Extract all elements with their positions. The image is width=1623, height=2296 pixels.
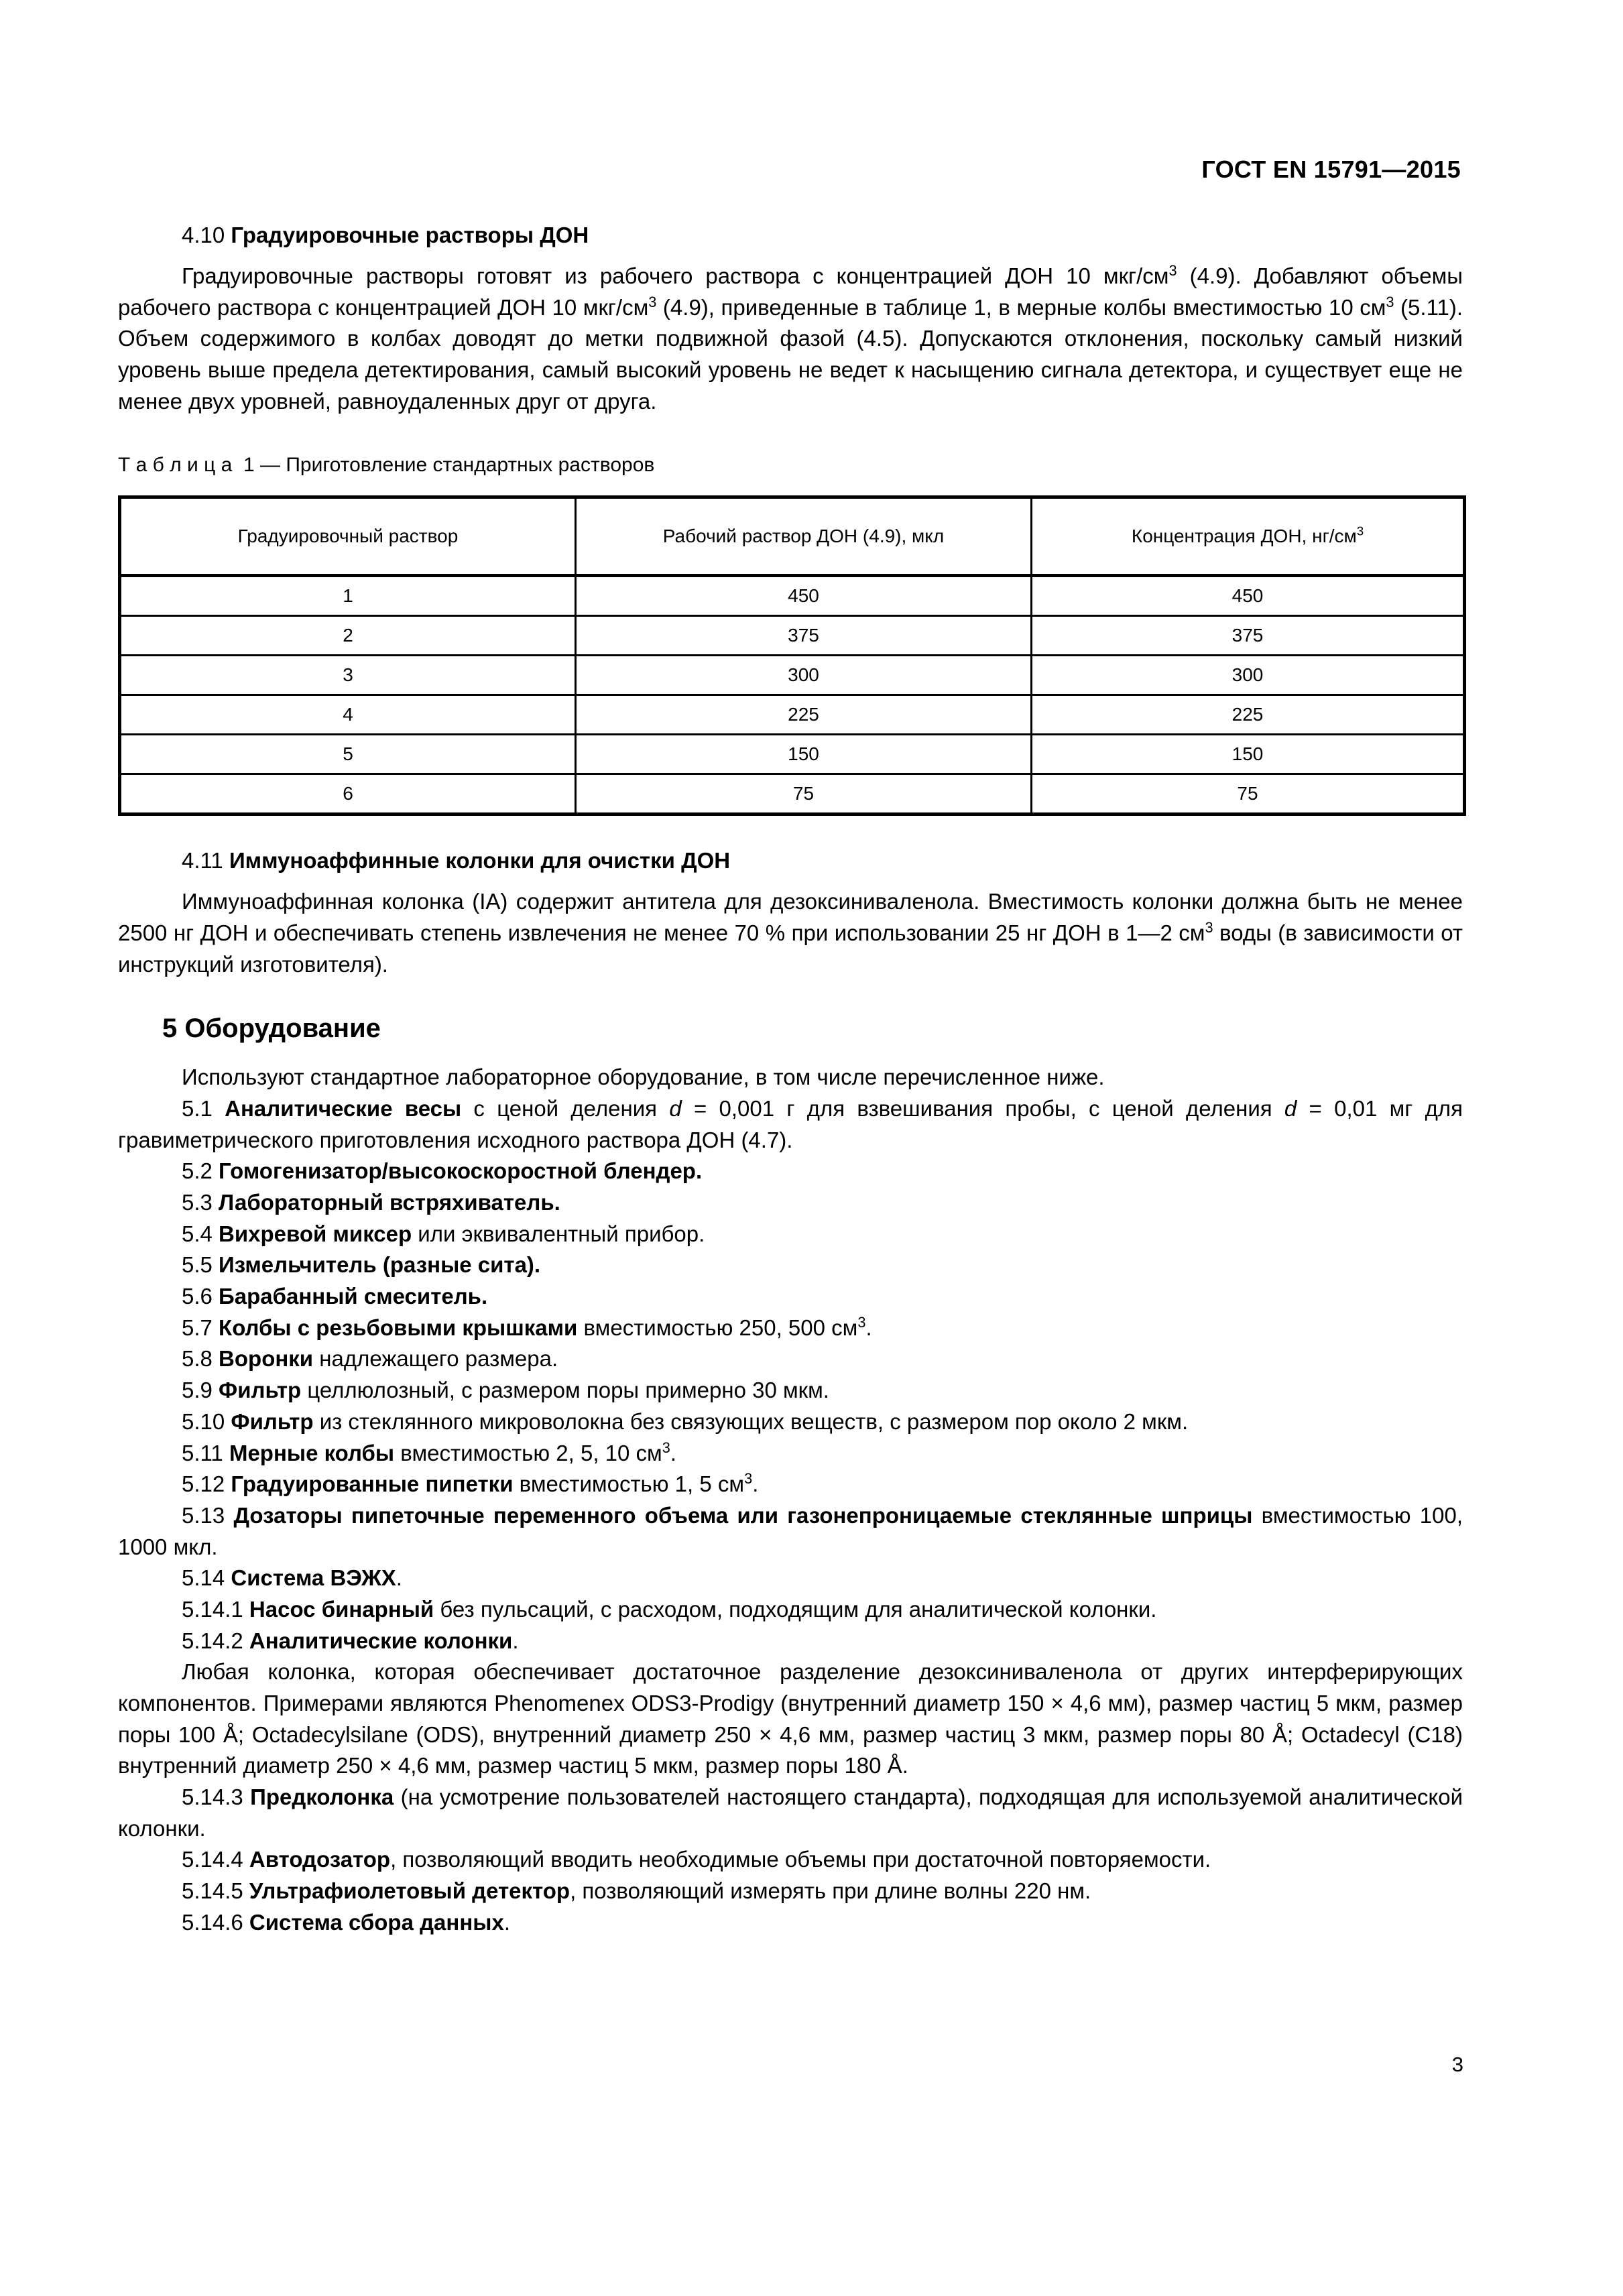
paragraph-analytical-columns: Любая колонка, которая обеспечивает достаточное разделение дезоксиниваленола от других интерферирующих компонентов. Примерами являются Phenomenex ODS3-Prodigy (внутренний диаметр 150 × 4,6 мм), размер частиц 5 мкм, размер поры 100 Å; Octadecylsilane (ODS), внутренний диаметр 250 × 4,6 мм, размер частиц 3 мкм, размер поры 80 Å; Octadecyl (C18) внутренний диаметр 250 × 4,6 мм, размер частиц 5 мкм, размер поры 180 Å. xyxy=(118,1659,1463,1778)
table-row xyxy=(120,616,1465,656)
list-item: 5.3 Лабораторный встряхиватель. xyxy=(182,1190,560,1215)
cell-solution-number: 2 xyxy=(120,616,576,656)
list-item: 5.4 Вихревой миксер или эквивалентный прибор. xyxy=(182,1221,705,1246)
cell-working-volume: 225 xyxy=(576,695,1032,735)
cell-working-volume: 75 xyxy=(576,774,1032,814)
equipment-item-list xyxy=(118,1093,1463,1656)
list-item: 5.5 Измельчитель (разные сита). xyxy=(182,1252,541,1278)
column-header-concentration: Концентрация ДОН, $нг/см^3$ xyxy=(1032,497,1465,576)
list-item: 5.14.1 Насос бинарный без пульсаций, с расходом, подходящим для аналитической колонки. xyxy=(182,1596,1157,1622)
cell-solution-number: 6 xyxy=(120,774,576,814)
cell-working-volume: 375 xyxy=(576,616,1032,656)
cell-working-volume: 300 xyxy=(576,656,1032,695)
cell-concentration: 150 xyxy=(1032,735,1465,774)
cell-concentration: 75 xyxy=(1032,774,1465,814)
list-item: 5.10 Фильтр из стеклянного микроволокна без связующих веществ, с размером пор около 2 мкм. xyxy=(182,1408,1189,1434)
cell-working-volume: 150 xyxy=(576,735,1032,774)
cell-solution-number: 4 xyxy=(120,695,576,735)
list-item: 5.14.2 Аналитические колонки. xyxy=(182,1628,519,1653)
heading-4-11-number: 4.11 xyxy=(182,848,223,873)
list-item: 5.14.6 Система сбора данных. xyxy=(182,1909,510,1935)
table-row xyxy=(120,774,1465,814)
table-row xyxy=(120,656,1465,695)
list-item: 5.14.5 Ультрафиолетовый детектор, позволяющий измерять при длине волны 220 нм. xyxy=(182,1878,1091,1904)
list-item: 5.14.3 Предколонка (на усмотрение пользователей настоящего стандарта), подходящая для используемой аналитической колонки. xyxy=(118,1785,1463,1841)
paragraph-4-10: Градуировочные растворы готовят из рабочего раствора с концентрацией ДОН 10 мкг/$см^3$ (4.9). Добавляют объемы рабочего раствора с концентрацией ДОН 10 мкг/$см^3$ (4.9), приведенные в таблице 1, в мерные колбы вместимостью 10 $см^3$ (5.11). Объем содержимого в колбах доводят до метки подвижной фазой (4.5). Допускаются отклонения, поскольку самый низкий уровень выше предела детектирования, самый высокий уровень не ведет к насыщению сигнала детектора, и существует еще не менее двух уровней, равноудаленных друг от друга. xyxy=(118,261,1463,414)
table-header-row xyxy=(120,497,1465,576)
list-item: 5.6 Барабанный смеситель. xyxy=(182,1284,488,1309)
cell-concentration: 225 xyxy=(1032,695,1465,735)
table-row xyxy=(120,695,1465,735)
cell-solution-number: 3 xyxy=(120,656,576,695)
cell-solution-number: 1 xyxy=(120,576,576,616)
table-1-caption: Т а б л и ц а 1 — Приготовление стандартных растворов xyxy=(118,454,655,477)
table-header xyxy=(120,497,1465,576)
list-item: 5.13 Дозаторы пипеточные переменного объема или газонепроницаемые стеклянные шприцы вместимостью 100, 1000 мкл. xyxy=(118,1502,1463,1559)
table-body xyxy=(120,576,1465,814)
column-header-working-solution: Рабочий раствор ДОН (4.9), мкл xyxy=(576,497,1032,576)
equipment-item-list-tail xyxy=(118,1782,1463,1938)
heading-4-10 xyxy=(118,221,1463,250)
list-item: 5.7 Колбы с резьбовыми крышками вместимостью 250, 500 $см^3$. xyxy=(182,1313,872,1340)
table-standard-solutions xyxy=(118,495,1466,816)
heading-4-10-number: 4.10 xyxy=(182,223,225,247)
list-item: 5.2 Гомогенизатор/высокоскоростной блендер. xyxy=(182,1158,703,1184)
column-header-calibration-solution: Градуировочный раствор xyxy=(120,497,576,576)
list-item: 5.8 Воронки надлежащего размера. xyxy=(182,1346,558,1372)
cell-concentration: 450 xyxy=(1032,576,1465,616)
paragraph-section-5-intro: Используют стандартное лабораторное оборудование, в том числе перечисленное ниже. xyxy=(182,1065,1105,1090)
list-item: 5.14.4 Автодозатор, позволяющий вводить необходимые объемы при достаточной повторяемости. xyxy=(182,1847,1211,1872)
cell-concentration: 300 xyxy=(1032,656,1465,695)
page-number: 3 xyxy=(1451,2053,1463,2076)
heading-section-5: 5 Оборудование xyxy=(162,1014,381,1044)
table-row xyxy=(120,735,1465,774)
cell-working-volume: 450 xyxy=(576,576,1032,616)
heading-4-11-title: Иммуноаффинные колонки для очистки ДОН xyxy=(229,848,731,873)
cell-concentration: 375 xyxy=(1032,616,1465,656)
running-header-standard-title: ГОСТ EN 15791—2015 xyxy=(1201,156,1461,183)
cell-solution-number: 5 xyxy=(120,735,576,774)
page-content xyxy=(118,221,1463,1939)
heading-4-11 xyxy=(118,847,1463,875)
list-item: 5.1 Аналитические весы с ценой деления d = 0,001 г для взвешивания пробы, с ценой деления d = 0,01 мг для гравиметрического приготовления исходного раствора ДОН (4.7). xyxy=(118,1095,1463,1152)
heading-4-10-title: Градуировочные растворы ДОН xyxy=(231,223,589,247)
list-item: 5.14 Система ВЭЖХ. xyxy=(182,1565,402,1591)
list-item: 5.12 Градуированные пипетки вместимостью 1, 5 $см^3$. xyxy=(182,1470,759,1497)
list-item: 5.9 Фильтр целлюлозный, с размером поры примерно 30 мкм. xyxy=(182,1378,829,1403)
list-item: 5.11 Мерные колбы вместимостью 2, 5, 10 $см^3$. xyxy=(182,1439,677,1465)
table-row xyxy=(120,576,1465,616)
paragraph-4-11: Иммуноаффинная колонка (IA) содержит антитела для дезоксиниваленола. Вместимость колонки должна быть не менее 2500 нг ДОН и обеспечивать степень извлечения не менее 70 % при использовании 25 нг ДОН в 1—2 $см^3$ воды (в зависимости от инструкций изготовителя). xyxy=(118,889,1463,977)
